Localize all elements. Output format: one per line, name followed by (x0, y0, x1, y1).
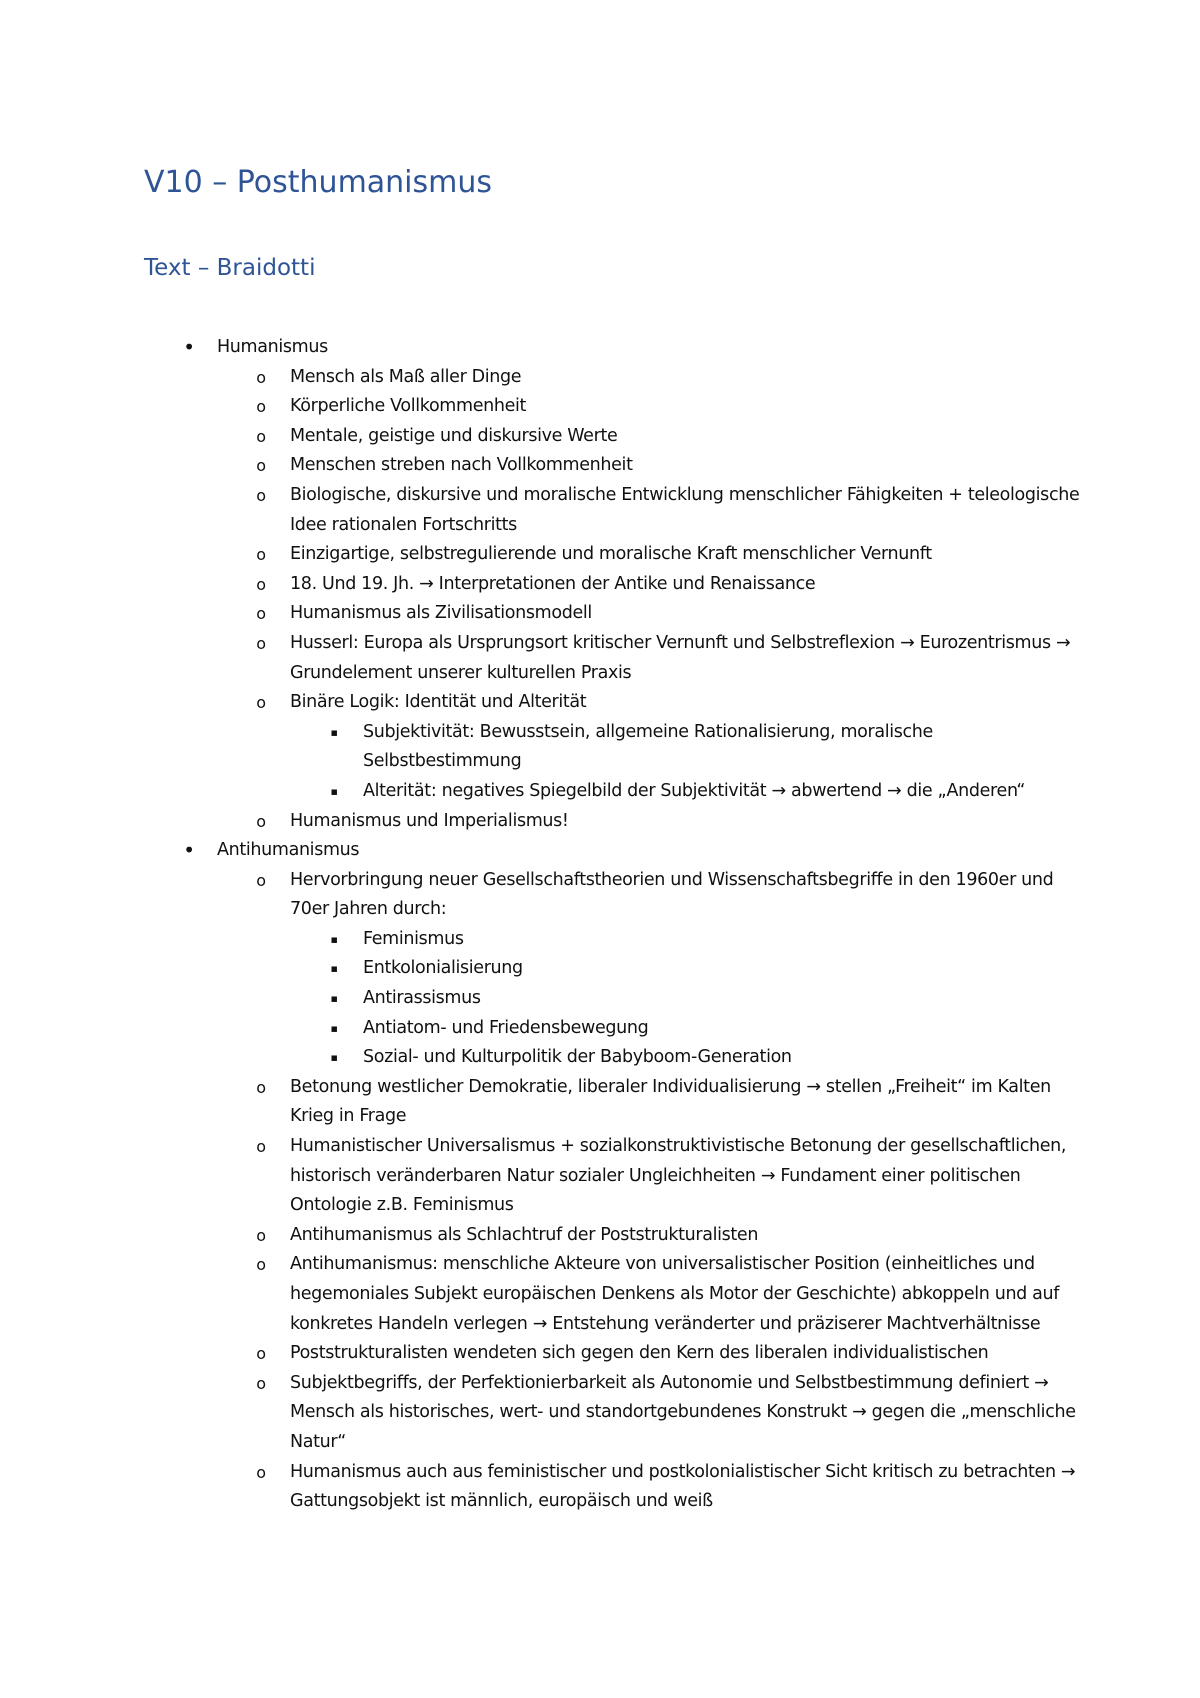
list-item (0, 1132, 1200, 1221)
bullet-marker: o (256, 693, 266, 713)
bullet-marker: o (256, 574, 266, 594)
list-item (0, 451, 1200, 481)
bullet-marker: o (256, 485, 266, 505)
list-item-text: Alterität: negatives Spiegelbild der Subjektivität → abwertend → die „Anderen“ (363, 780, 1026, 801)
list-item (0, 540, 1200, 570)
list-item-text: Biologische, diskursive und moralische Entwicklung menschlicher Fähigkeiten + teleologische Idee rationalen Fortschritts (290, 484, 1080, 535)
list-item-text: Körperliche Vollkommenheit (290, 396, 527, 417)
list-item-text: Subjektbegriffs, der Perfektionierbarkeit als Autonomie und Selbstbestimmung definiert → Mensch als historisches, wert- und standortgebundenes Konstrukt → gegen die „menschliche Natur“ (290, 1372, 1076, 1452)
list-item-text: Antihumanismus als Schlachtruf der Poststrukturalisten (290, 1224, 759, 1245)
list-item-text: Mentale, geistige und diskursive Werte (290, 425, 618, 446)
bullet-marker: o (256, 633, 266, 653)
list-item (0, 629, 1200, 688)
list-item (0, 1250, 1200, 1339)
bullet-marker: o (256, 1373, 266, 1393)
list-item (0, 807, 1200, 837)
list-item-text: Antiatom- und Friedensbewegung (363, 1017, 649, 1038)
list-item-text: Menschen streben nach Vollkommenheit (290, 455, 633, 476)
list-item (0, 570, 1200, 600)
bullet-marker: ▪ (330, 992, 338, 1006)
list-item-text: Humanismus (217, 337, 328, 357)
bullet-marker: o (256, 870, 266, 890)
bullet-marker: • (183, 838, 195, 863)
bullet-marker: ▪ (330, 725, 338, 739)
list-item-text: 18. Und 19. Jh. → Interpretationen der Antike und Renaissance (290, 573, 816, 594)
list-item-text: Betonung westlicher Demokratie, liberaler Individualisierung → stellen „Freiheit“ im Kalten Krieg in Frage (290, 1076, 1051, 1127)
list-item-text: Humanismus auch aus feministischer und postkolonialistischer Sicht kritisch zu betrachten → Gattungsobjekt ist männlich, europäisch und weiß (290, 1461, 1076, 1512)
bullet-marker: ▪ (330, 1051, 338, 1065)
list-item (0, 1014, 1200, 1044)
list-item (0, 363, 1200, 393)
list-item (0, 925, 1200, 955)
list-item (0, 1369, 1200, 1458)
bullet-marker: o (256, 456, 266, 476)
bullet-marker: ▪ (330, 1021, 338, 1035)
list-item-text: Humanismus als Zivilisationsmodell (290, 603, 592, 624)
list-item-text: Antirassismus (363, 988, 481, 1009)
list-item (0, 688, 1200, 718)
bullet-marker: o (256, 426, 266, 446)
list-item-text: Humanistischer Universalismus + sozialkonstruktivistische Betonung der gesellschaftlichen, historisch veränderbaren Natur sozialer Ungleichheiten → Fundament einer politischen Ontologie z.B. Feminismus (290, 1136, 1067, 1216)
bullet-marker: o (256, 1225, 266, 1245)
list-item-text: Entkolonialisierung (363, 958, 523, 979)
bullet-marker: ▪ (330, 784, 338, 798)
list-item (0, 1221, 1200, 1251)
list-item-text: Feminismus (363, 928, 464, 949)
section-heading: Text – Braidotti (144, 255, 316, 281)
bullet-marker: o (256, 1344, 266, 1364)
bullet-marker: o (256, 397, 266, 417)
bullet-marker: o (256, 811, 266, 831)
list-item (0, 836, 1200, 866)
list-item (0, 866, 1200, 925)
list-item (0, 481, 1200, 540)
list-item-text: Poststrukturalisten wendeten sich gegen den Kern des liberalen individualistischen (290, 1343, 989, 1364)
bullet-marker: o (256, 1255, 266, 1275)
list-item-text: Husserl: Europa als Ursprungsort kritischer Vernunft und Selbstreflexion → Eurozentrismus → Grundelement unserer kulturellen Praxis (290, 632, 1071, 683)
list-item (0, 1073, 1200, 1132)
bullet-marker: o (256, 1462, 266, 1482)
list-item-text: Subjektivität: Bewusstsein, allgemeine Rationalisierung, moralische Selbstbestimmung (363, 721, 933, 772)
bullet-marker: o (256, 1137, 266, 1157)
bullet-marker: o (256, 1077, 266, 1097)
list-item-text: Einzigartige, selbstregulierende und moralische Kraft menschlicher Vernunft (290, 544, 932, 565)
list-item-text: Binäre Logik: Identität und Alterität (290, 692, 587, 713)
bullet-marker: ▪ (330, 962, 338, 976)
bullet-marker: ▪ (330, 932, 338, 946)
list-item (0, 1043, 1200, 1073)
list-item-text: Antihumanismus (217, 840, 360, 861)
list-item-text: Humanismus und Imperialismus! (290, 810, 569, 831)
bullet-marker: • (183, 335, 195, 359)
bullet-marker: o (256, 545, 266, 565)
list-item-text: Sozial- und Kulturpolitik der Babyboom-Generation (363, 1047, 792, 1068)
list-item (0, 984, 1200, 1014)
bullet-list (0, 333, 1200, 1517)
bullet-marker: o (256, 604, 266, 624)
list-item (0, 422, 1200, 452)
list-item-text: Antihumanismus: menschliche Akteure von universalistischer Position (einheitliches und hegemoniales Subjekt europäischen Denkens als Motor der Geschichte) abkoppeln und auf konkretes Handeln verlegen → Entstehung veränderter und präziserer Machtverhältnisse (290, 1254, 1060, 1334)
list-item (0, 1458, 1200, 1517)
list-item (0, 718, 1200, 777)
page-title: V10 – Posthumanismus (144, 165, 493, 200)
bullet-marker: o (256, 367, 266, 387)
list-item (0, 954, 1200, 984)
list-item (0, 333, 1200, 363)
list-item (0, 599, 1200, 629)
list-item (0, 392, 1200, 422)
list-item (0, 777, 1200, 807)
list-item (0, 1339, 1200, 1369)
list-item-text: Hervorbringung neuer Gesellschaftstheorien und Wissenschaftsbegriffe in den 1960er und 70er Jahren durch: (290, 869, 1054, 920)
list-item-text: Mensch als Maß aller Dinge (290, 366, 522, 387)
